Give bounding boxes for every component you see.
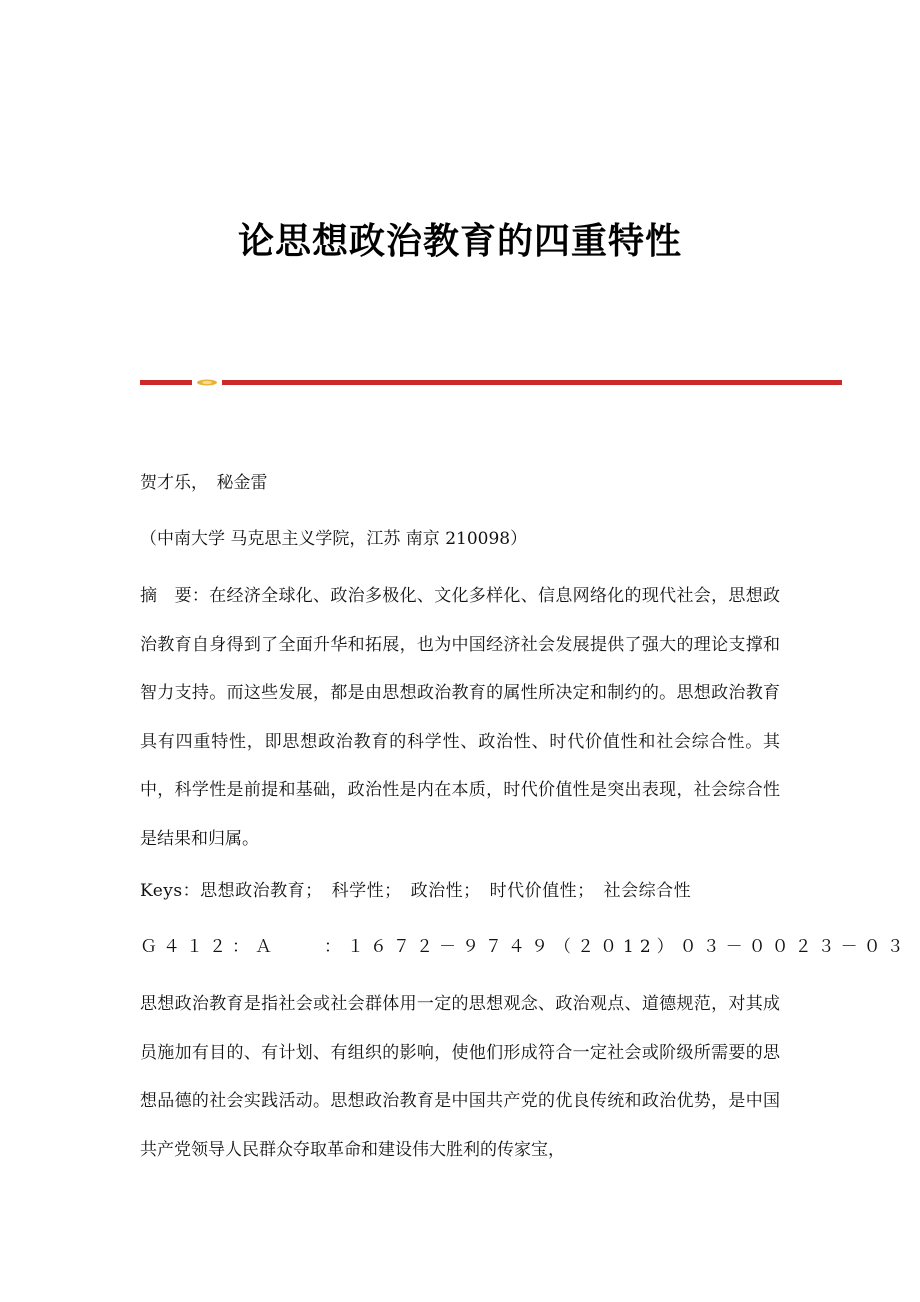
page-title: 论思想政治教育的四重特性: [237, 220, 682, 262]
classification-line: Ｇ４１２：Ａ ：１６７２－９７４９（２０12）０３－００２３－０３: [140, 937, 910, 957]
keywords-line: Keys：思想政治教育； 科学性； 政治性； 时代价值性； 社会综合性: [140, 881, 692, 901]
body-paragraph: 思想政治教育是指社会或社会群体用一定的思想观念、政治观点、道德规范，对其成员施加有目的、有计划、有组织的影响，使他们形成符合一定社会或阶级所需要的思想品德的社会实践活动。思想政治教育是中国共产党的优良传统和政治优势，是中国共产党领导人民群众夺取革命和建设伟大胜利的传家宝，: [140, 994, 780, 1160]
title-divider-left: [140, 380, 192, 385]
divider-ornament-icon: [196, 379, 218, 386]
affiliation-line: （中南大学 马克思主义学院，江苏 南京 210098）: [140, 529, 528, 549]
title-divider-right: [222, 380, 842, 385]
author-line: 贺才乐， 秘金雷: [140, 473, 268, 493]
abstract-paragraph: 摘 要：在经济全球化、政治多极化、文化多样化、信息网络化的现代社会，思想政治教育自身得到了全面升华和拓展，也为中国经济社会发展提供了强大的理论支撑和智力支持。而这些发展，都是由思想政治教育的属性所决定和制约的。思想政治教育具有四重特性，即思想政治教育的科学性、政治性、时代价值性和社会综合性。其中，科学性是前提和基础，政治性是内在本质，时代价值性是突出表现，社会综合性是结果和归属。: [140, 586, 780, 849]
